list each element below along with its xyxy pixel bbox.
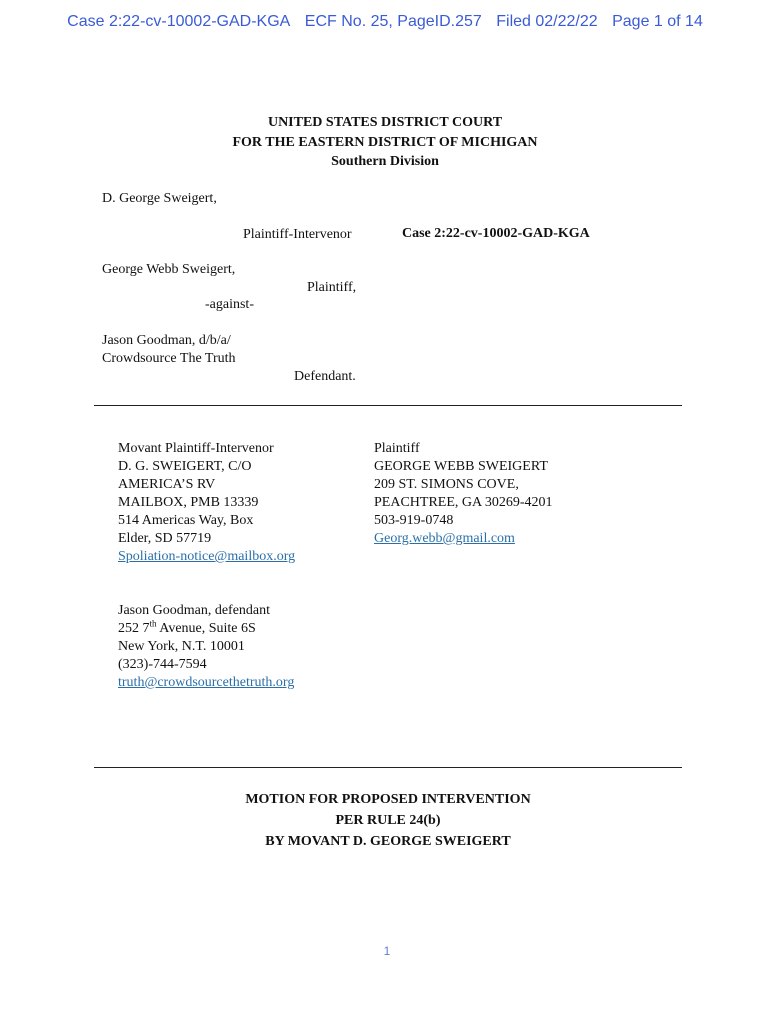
movant-line: 514 Americas Way, Box [118,513,254,528]
case-number: Case 2:22-cv-10002-GAD-KGA [402,226,590,241]
defendant-email-link[interactable]: truth@crowdsourcethetruth.org [118,675,295,690]
stamp-filed-date: Filed 02/22/22 [496,13,598,30]
plaintiff-line: 503-919-0748 [374,513,454,528]
movant-heading: Movant Plaintiff-Intervenor [118,441,274,456]
party1-name: D. George Sweigert, [102,191,217,206]
stamp-ecf-number: ECF No. 25, PageID.257 [304,13,482,30]
court-division: Southern Division [331,154,439,169]
movant-line: Elder, SD 57719 [118,531,212,546]
page-number: 1 [383,944,391,958]
party3-name: Jason Goodman, d/b/a/ [102,333,231,348]
plaintiff-email-link[interactable]: Georg.webb@gmail.com [374,531,515,546]
stamp-page-count: Page 1 of 14 [612,13,703,30]
party3-dba: Crowdsource The Truth [102,351,236,366]
defendant-address-block [118,602,294,692]
motion-title [0,789,770,852]
caption-divider [94,405,682,406]
court-district: FOR THE EASTERN DISTRICT OF MICHIGAN [232,134,538,150]
ecf-header-stamp [0,13,770,31]
defendant-heading: Jason Goodman, defendant [118,603,271,618]
court-heading [0,113,770,172]
against-label: -against- [205,297,254,312]
party1-role: Plaintiff-Intervenor [243,227,352,242]
court-name: UNITED STATES DISTRICT COURT [267,115,503,130]
party2-name: George Webb Sweigert, [102,262,236,277]
motion-divider [94,767,682,768]
plaintiff-line: 209 ST. SIMONS COVE, [374,477,519,492]
plaintiff-heading: Plaintiff [374,441,420,456]
movant-line: AMERICA’S RV [118,477,216,492]
defendant-street: 252 7th Avenue, Suite 6S [118,618,256,636]
stamp-case-number: Case 2:22-cv-10002-GAD-KGA [67,13,291,30]
defendant-line: (323)-744-7594 [118,657,207,672]
party2-role: Plaintiff, [307,280,357,295]
movant-email-link[interactable]: Spoliation-notice@mailbox.org [118,549,296,564]
movant-address-block [118,440,295,566]
movant-line: D. G. SWEIGERT, C/O [118,459,252,474]
party3-role: Defendant. [294,369,356,384]
motion-title-line: BY MOVANT D. GEORGE SWEIGERT [265,834,511,849]
plaintiff-address-block [374,440,553,548]
motion-title-line: PER RULE 24(b) [335,813,441,828]
plaintiff-line: PEACHTREE, GA 30269-4201 [374,495,553,510]
defendant-line: New York, N.T. 10001 [118,639,245,654]
motion-title-line: MOTION FOR PROPOSED INTERVENTION [245,792,531,807]
plaintiff-line: GEORGE WEBB SWEIGERT [374,459,548,474]
movant-line: MAILBOX, PMB 13339 [118,495,259,510]
